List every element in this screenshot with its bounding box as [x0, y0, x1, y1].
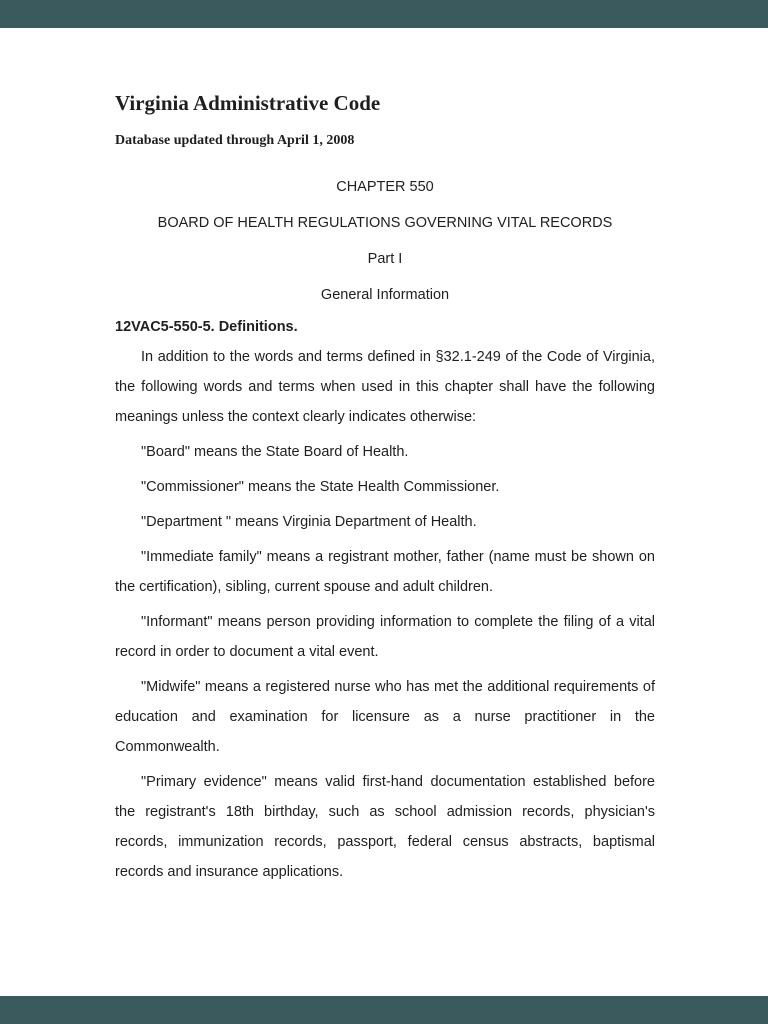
chapter-title-heading: BOARD OF HEALTH REGULATIONS GOVERNING VITAL RECORDS: [157, 215, 613, 231]
chapter-number-heading: CHAPTER 550: [336, 179, 434, 195]
document-title: Virginia Administrative Code: [115, 91, 381, 115]
definition-paragraph: "Commissioner" means the State Health Commissioner.: [141, 479, 500, 495]
viewer-background-bottom: [0, 996, 768, 1024]
definition-paragraph: "Board" means the State Board of Health.: [141, 444, 409, 460]
database-updated-note: Database updated through April 1, 2008: [115, 133, 355, 148]
part-number-heading: Part I: [367, 251, 403, 267]
definition-paragraph: "Immediate family" means a registrant mother, father (name must be shown on the certification), sibling, current spouse and adult children.: [115, 549, 655, 595]
section-heading: 12VAC5-550-5. Definitions.: [115, 319, 298, 335]
part-title-heading: General Information: [320, 287, 450, 303]
document-content: [115, 28, 655, 887]
document-page: [0, 28, 768, 996]
definition-paragraph: "Informant" means person providing information to complete the filing of a vital record in order to document a vital event.: [115, 614, 655, 660]
definition-paragraph: "Midwife" means a registered nurse who has met the additional requirements of education and examination for licensure as a nurse practitioner in the Commonwealth.: [115, 679, 655, 755]
definition-paragraph: "Department " means Virginia Department of Health.: [141, 514, 477, 530]
viewer-background-top: [0, 0, 768, 28]
intro-paragraph: In addition to the words and terms defined in §32.1-249 of the Code of Virginia, the following words and terms when used in this chapter shall have the following meanings unless the context clearly indicates otherwise:: [115, 349, 655, 425]
definition-paragraph: "Primary evidence" means valid first-hand documentation established before the registrant's 18th birthday, such as school admission records, physician's records, immunization records, passport, federal census abstracts, baptismal records and insurance applications.: [115, 774, 655, 880]
